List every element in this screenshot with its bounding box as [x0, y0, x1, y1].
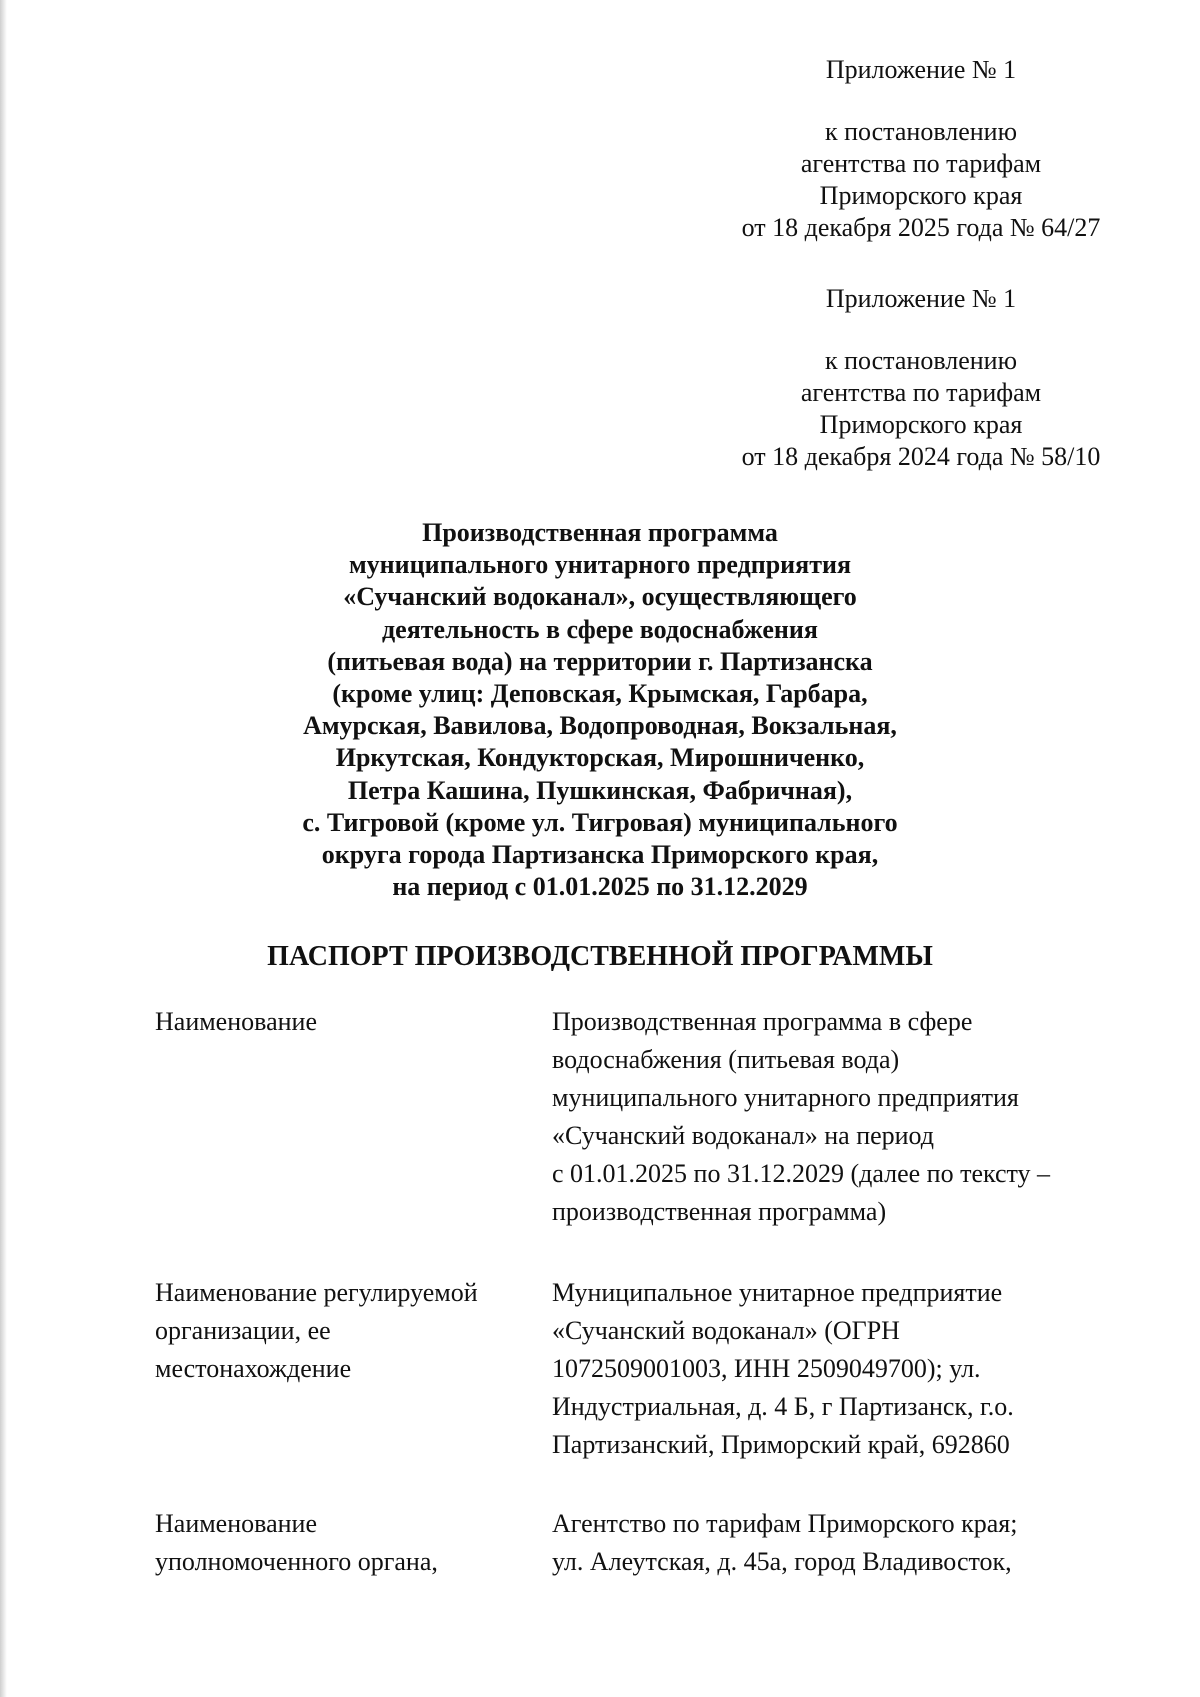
- value-line: Муниципальное унитарное предприятие: [552, 1278, 1003, 1307]
- value-line: Партизанский, Приморский край, 692860: [552, 1430, 1010, 1459]
- title-line: Производственная программа: [422, 518, 778, 547]
- value-line: «Сучанский водоканал» на период: [552, 1121, 935, 1150]
- title-line: Петра Кашина, Пушкинская, Фабричная),: [347, 775, 853, 805]
- appendix-line: к постановлению: [824, 346, 1018, 375]
- label-line: уполномоченного органа,: [155, 1547, 438, 1576]
- appendix-2025: [711, 54, 1131, 244]
- label-line: организации, ее: [155, 1316, 331, 1345]
- value-line: производственная программа): [552, 1197, 887, 1226]
- title-line: с. Тигровой (кроме ул. Тигровая) муниципального: [302, 807, 898, 837]
- appendix-line: к постановлению: [824, 117, 1018, 146]
- title-line: деятельность в сфере водоснабжения: [382, 614, 818, 644]
- row-value: [552, 1505, 1112, 1581]
- value-line: 1072509001003, ИНН 2509049700); ул.: [552, 1354, 981, 1383]
- value-line: с 01.01.2025 по 31.12.2029 (далее по тексту –: [552, 1159, 1051, 1188]
- appendix-2024: [711, 283, 1131, 473]
- value-line: водоснабжения (питьевая вода): [552, 1045, 900, 1074]
- row-label: [155, 1274, 535, 1388]
- appendix-line: Приморского края: [819, 410, 1023, 439]
- value-line: Индустриальная, д. 4 Б, г Партизанск, г.о.: [552, 1392, 1014, 1421]
- row-label: [155, 1003, 535, 1041]
- appendix-title: Приложение № 1: [825, 284, 1017, 313]
- row-label: [155, 1505, 535, 1581]
- title-line: округа города Партизанска Приморского края,: [321, 840, 879, 870]
- appendix-title: Приложение № 1: [825, 55, 1017, 84]
- row-value: [552, 1274, 1112, 1464]
- title-line: Иркутская, Кондукторская, Мирошниченко,: [335, 743, 865, 773]
- program-title: [200, 517, 1000, 903]
- value-line: Производственная программа в сфере: [552, 1007, 973, 1036]
- title-line: «Сучанский водоканал», осуществляющего: [343, 582, 857, 612]
- value-line: Агентство по тарифам Приморского края;: [552, 1509, 1018, 1538]
- appendix-line: агентства по тарифам: [800, 378, 1042, 407]
- title-line: (кроме улиц: Деповская, Крымская, Гарбара,: [332, 679, 868, 709]
- title-line: муниципального унитарного предприятия: [348, 550, 852, 580]
- title-line: Амурская, Вавилова, Водопроводная, Вокзальная,: [303, 711, 897, 741]
- row-value: [552, 1003, 1112, 1231]
- label-line: местонахождение: [155, 1354, 352, 1383]
- value-line: «Сучанский водоканал» (ОГРН: [552, 1316, 900, 1345]
- appendix-decree-date: от 18 декабря 2024 года № 58/10: [741, 442, 1101, 471]
- value-line: муниципального унитарного предприятия: [552, 1083, 1019, 1112]
- appendix-line: агентства по тарифам: [800, 149, 1042, 178]
- appendix-decree-date: от 18 декабря 2025 года № 64/27: [741, 213, 1101, 242]
- passport-heading: ПАСПОРТ ПРОИЗВОДСТВЕННОЙ ПРОГРАММЫ: [267, 941, 933, 972]
- scan-edge: [0, 0, 7, 1697]
- label-line: Наименование: [155, 1509, 317, 1538]
- appendix-line: Приморского края: [819, 181, 1023, 210]
- title-line: (питьевая вода) на территории г. Партизанска: [327, 646, 873, 676]
- title-line: на период с 01.01.2025 по 31.12.2029: [392, 872, 808, 902]
- label-line: Наименование регулируемой: [155, 1278, 478, 1307]
- value-line: ул. Алеутская, д. 45а, город Владивосток,: [552, 1547, 1012, 1576]
- label-line: Наименование: [155, 1007, 317, 1036]
